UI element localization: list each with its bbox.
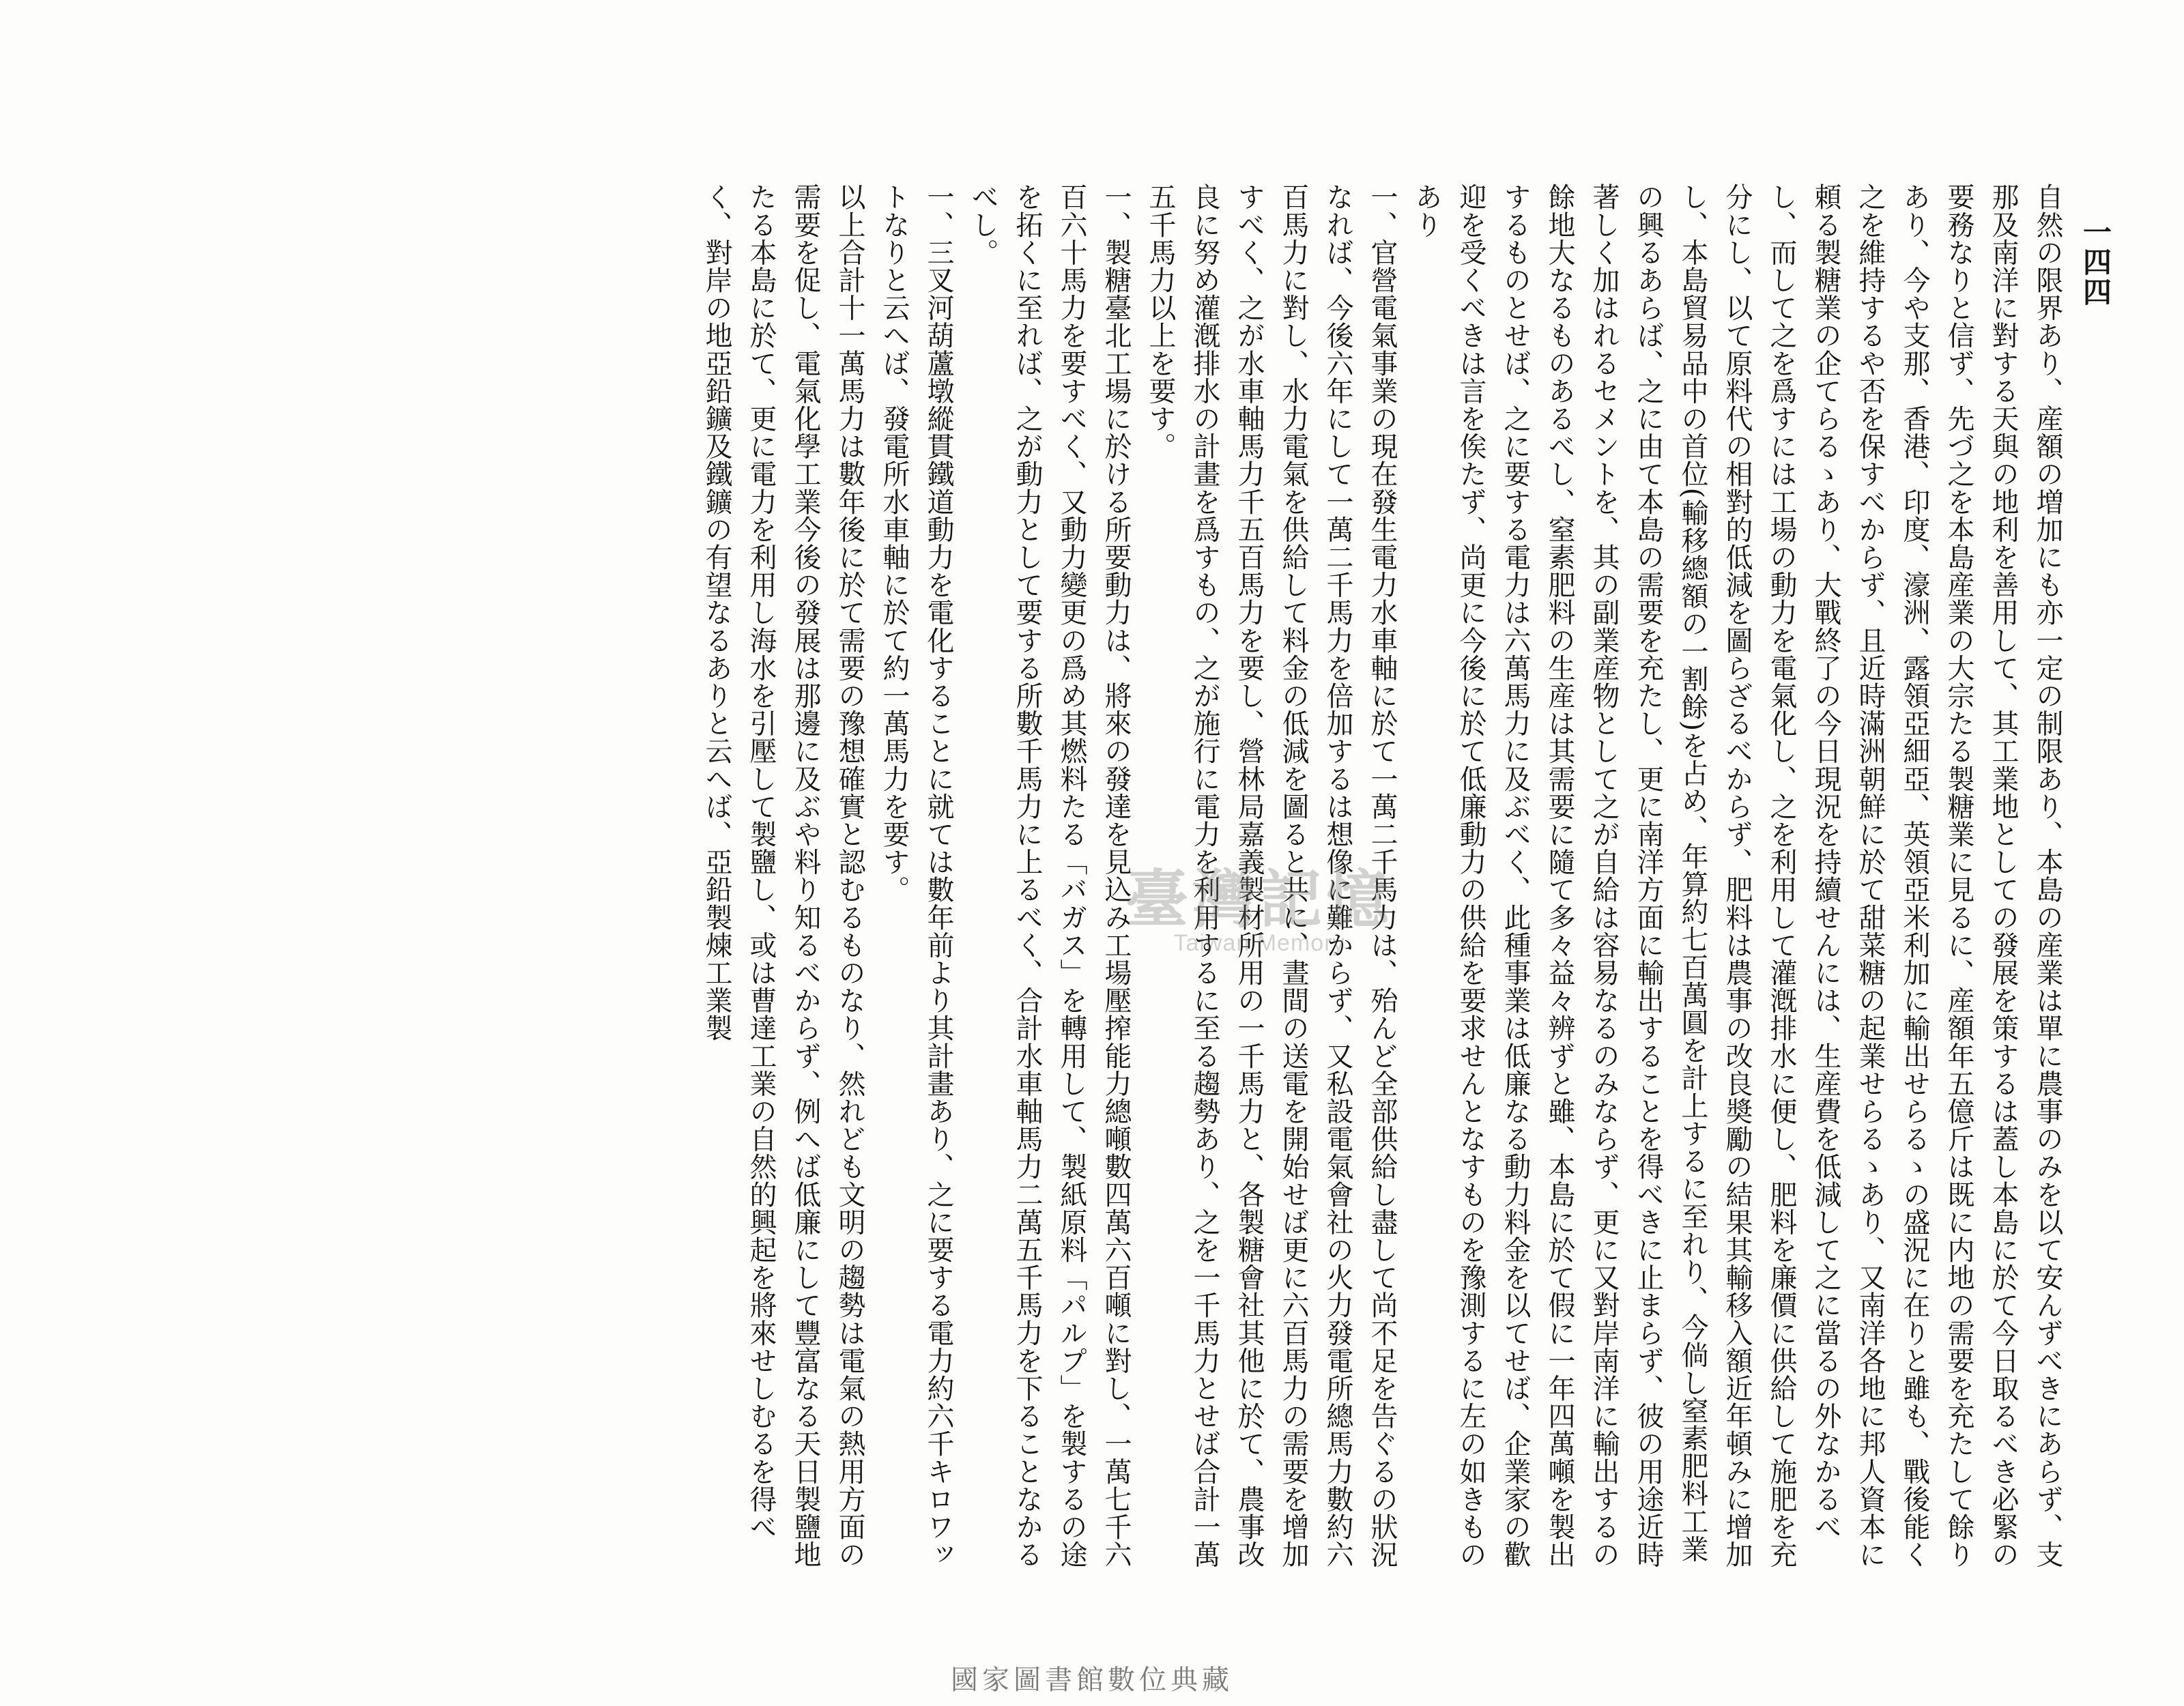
- watermark-subtitle: Taiwan Memory: [1173, 930, 1345, 956]
- paragraph-summary: 以上合計十一萬馬力は數年後に於て需要の豫想確實と認むるものなり、然れども文明の趨勢は電氣の熱用方面の需要を促し、電氣化學工業今後の發展は那邊に及ぶや料り知るべからず、例へば低廉にして豐富なる天日製鹽地たる本島に於て、更に電力を利用し海水を引壓して製鹽し、或は曹達工業の自然的興起を將來せしむるを得べく、對岸の地亞鉛鑛及鐵鑛の有望なるありと云へば、亞鉛製煉工業製: [701, 183, 865, 1568]
- watermark-title: 臺灣記憶: [1125, 863, 1393, 936]
- paragraph-item-government-electric: 一、官營電氣事業の現在發生電力水車軸に於て一萬二千馬力は、殆んど全部供給し盡して尚不足を告ぐるの狀況なれば、今後六年にして一萬二千馬力を倍加するは想像に難からず、又私設電氣會社の火力發電所總馬力數約六百馬力に對し、水力電氣を供給して料金の低減を圖ると共に、晝間の送電を開始せば更に六百馬力の需要を增加すべく、之が水車軸馬力千五百馬力を要し、營林局嘉義製材所用の一千馬力と、各製糖會社其他に於て、農事改良に努め灌漑排水の計畫を爲すもの、之が施行に電力を利用するに至る趨勢あり、之を一千馬力とせば合計一萬五千馬力以上を要す。: [1145, 183, 1398, 1568]
- page-number: 一四四: [2079, 217, 2112, 307]
- paragraph-item-railway: 一、三叉河葫蘆墩縱貫鐵道動力を電化することに就ては數年前より其計畫あり、之に要する電力約六千キロワットなりと云へば、發電所水車軸に於て約一萬馬力を要す。: [878, 183, 954, 1568]
- paragraph-item-sugar-factory: 一、製糖臺北工場に於ける所要動力は、將來の發達を見込み工場壓搾能力總噸數四萬六百噸に對し、一萬七千六百六十馬力を要すべく、又動力變更の爲め其燃料たる「バガス」を轉用して、製紙原料「パルプ」を製するの途を拓くに至れば、之が動力として要する所數千馬力に上るべく、合計水車軸馬力二萬五千馬力を下ることなかるべし。: [967, 183, 1132, 1568]
- footer-library-credit: 國家圖書館數位典藏: [951, 1664, 1233, 1696]
- vertical-body-text: [49, 183, 2069, 1589]
- paragraph-intro: 自然の限界あり、産額の増加にも亦一定の制限あり、本島の産業は單に農事のみを以て安んずべきにあらず、支那及南洋に對する天與の地利を善用して、其工業地としての發展を策するは蓋し本島に於て今日取るべき必緊の要務なりと信ず、先づ之を本島産業の大宗たる製糖業に見るに、産額年五億斤は既に内地の需要を充たして餘りあり、今や支那、香港、印度、濠洲、露領亞細亞、英領亞米利加に輸出せらるゝの盛況に在りと雖も、戰後能く之を維持するや否を保すべからず、且近時滿洲朝鮮に於て甜菜糖の起業せらるゝあり、又南洋各地に邦人資本に頼る製糖業の企てらるゝあり、大戰終了の今日現況を持續せんには、生産費を低減して之に當るの外なかるべし、而して之を爲すには工場の動力を電氣化し、之を利用して灌漑排水に便し、肥料を廉價に供給して施肥を充分にし、以て原料代の相對的低減を圖らざるべからず、肥料は農事の改良奬勵の結果其輸移入額近年頓みに增加し、本島貿易品中の首位(輸移總額の一割餘)を占め、年算約七百萬圓を計上するに至れり、今倘し窒素肥料工業の興るあらば、之に由て本島の需要を充たし、更に南洋方面に輸出することを得べきに止まらず、彼の用途近時著しく加はれるセメントを、其の副業産物として之が自給は容易なるのみならず、更に又對岸南洋に輸出するの餘地大なるものあるべし、窒素肥料の生産は其需要に隨て多々益々辨ずと雖、本島に於て假に一年四萬噸を製出するものとせば、之に要する電力は六萬馬力に及ぶべく、此種事業は低廉なる動力料金を以てせば、企業家の歡迎を受くべきは言を俟たず、尚更に今後に於て低廉動力の供給を要求せんとなすものを豫測するに左の如きものあり: [1411, 183, 2063, 1568]
